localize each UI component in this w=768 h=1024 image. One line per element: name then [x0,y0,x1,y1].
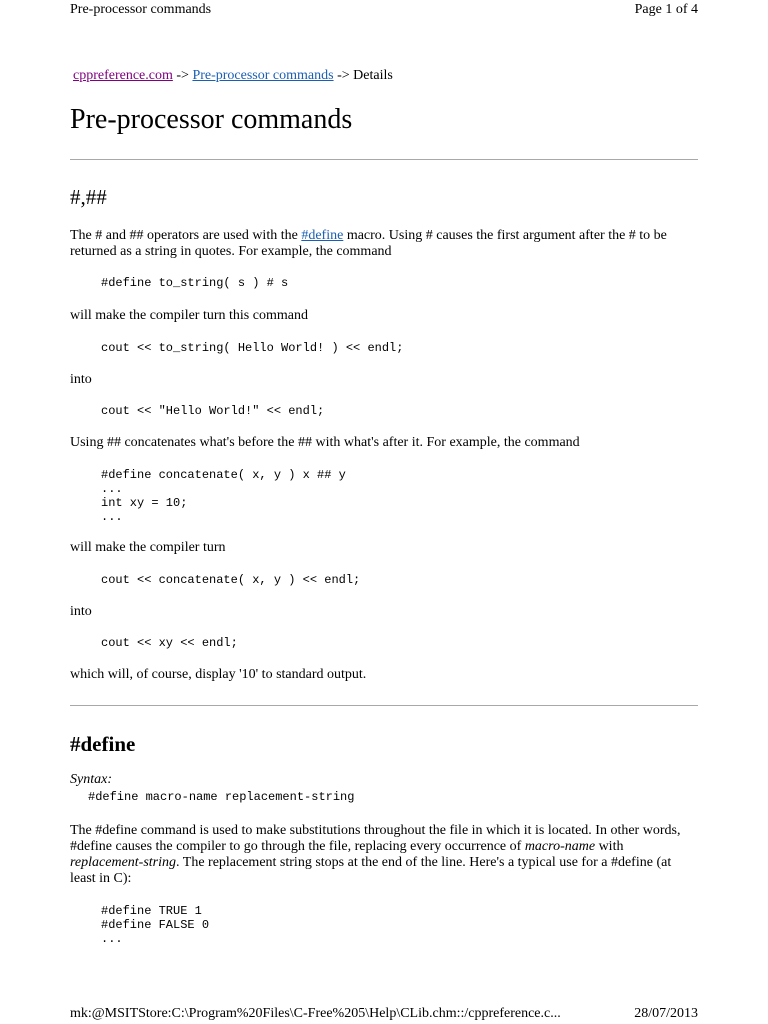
breadcrumb-separator: -> [172,68,193,83]
breadcrumb [73,66,698,86]
paragraph: Using ## concatenates what's before the ## with what's after it. For example, the command [70,435,580,450]
code-block: #define concatenate( x, y ) x ## y ... int xy = 10; ... [101,468,346,524]
paragraph: will make the compiler turn this command [70,308,308,323]
syntax-label: Syntax: [70,772,112,787]
breadcrumb-section-link[interactable]: Pre-processor commands [192,68,334,83]
syntax-code: #define macro-name replacement-string [88,790,355,804]
code-block: cout << concatenate( x, y ) << endl; [101,573,361,587]
code-block: #define TRUE 1 #define FALSE 0 ... [101,904,210,946]
paragraph: The # and ## operators are used with the #define macro. Using # causes the first argument after the # to be returned as a string in quotes. For example, the command [70,228,667,259]
paragraph: The #define command is used to make substitutions throughout the file in which it is located. In other words, #define causes the compiler to go through the file, replacing every occurrence of macro-name with replacement-string. The replacement string stops at the end of the line. Here's a typical use for a #define (at least in C): [70,823,681,886]
breadcrumb-home-link[interactable]: cppreference.com [73,68,173,83]
footer-url: mk:@MSITStore:C:\Program%20Files\C-Free%205\Help\CLib.chm::/cppreference.c... [70,1006,561,1021]
paragraph: into [70,604,92,619]
paragraph: which will, of course, display '10' to standard output. [70,667,367,682]
code-block: cout << "Hello World!" << endl; [101,404,325,418]
page-header [70,0,698,20]
breadcrumb-current: Details [353,68,393,83]
code-block: cout << to_string( Hello World! ) << endl; [101,341,404,355]
paragraph: into [70,372,92,387]
header-page-number: Page 1 of 4 [634,2,698,17]
define-link[interactable]: #define [301,228,344,243]
code-block: #define to_string( s ) # s [101,276,289,290]
page-footer [70,1004,698,1024]
header-title: Pre-processor commands [70,2,212,17]
divider [70,159,698,160]
page-title: Pre-processor commands [70,104,353,135]
breadcrumb-separator: -> [333,68,354,83]
paragraph: will make the compiler turn [70,540,226,555]
divider [70,705,698,706]
section-heading-define: #define [70,732,136,756]
document-content [70,66,698,946]
footer-date: 28/07/2013 [634,1006,698,1021]
code-block: cout << xy << endl; [101,636,238,650]
section-heading-hash-operators: #,## [70,185,107,209]
